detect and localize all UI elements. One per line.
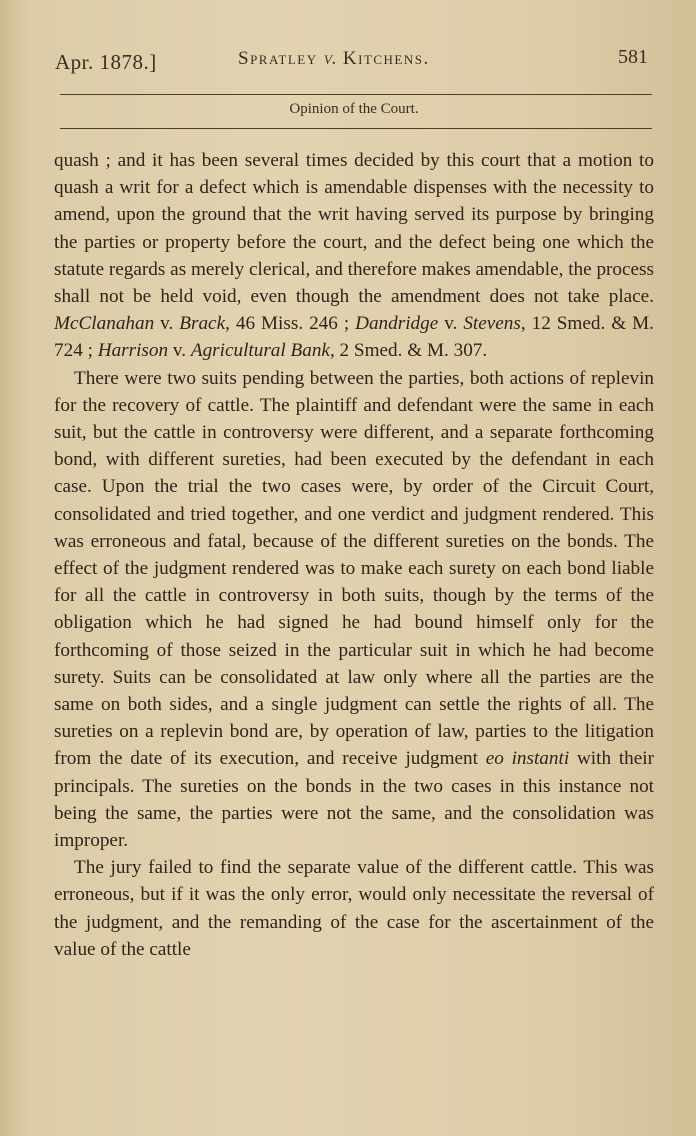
case-citation-reporter: , 2 Smed. & M. 307. — [329, 340, 488, 362]
case-citation-reporter: , 12 Smed. & M. 724 ; — [54, 313, 654, 362]
paragraph-2-end: with their principals. The sureties on the bonds in the two cases in this instance not being the same, the parties were not the same, and the consolidation was improper. — [54, 748, 654, 852]
case-citation-reporter: , 46 Miss. 246 ; — [225, 313, 356, 335]
case-title — [238, 48, 430, 70]
case-citation-name: Agricultural Bank — [190, 340, 330, 362]
latin-phrase: eo instanti — [485, 748, 570, 770]
case-title-versus: v. — [323, 48, 337, 69]
paragraph-1-text: quash ; and it has been several times decided by this court that a motion to quash a writ for a defect which is amendable dispenses with the necessity to amend, upon the ground that the writ having served its purpose by bringing the parties or property before the court, and the defect being one which the statute regards as merely clerical, and therefore makes amendable, the process shall not be held void, even though the amendment does not take place. — [54, 150, 654, 308]
case-citation-v: v. — [154, 313, 180, 335]
case-citation-v: v. — [168, 340, 191, 362]
paragraph-2-text: There were two suits pending between the parties, both actions of replevin for the recovery of cattle. The plaintiff and defendant were the same in each suit, but the cattle in controversy were different, and a separate forthcoming bond, with different sureties, had been executed by the defendant in each case. Upon the trial the two cases were, by order of the Circuit Court, consolidated and tried together, and one verdict and judgment rendered. This was erroneous and fatal, because of the different sureties on the bonds. The effect of the judgment rendered was to make each surety on each bond liable for all the cattle in controversy in both suits, though by the terms of the obligation which he had signed he had bound himself only for the forthcoming of those seized in the particular suit in which he had become surety. Suits can be consolidated at law only where all the parties are the same on both sides, and a single judgment can settle the rights of all. The sureties on a replevin bond are, by operation of law, parties to the litigation from the date of its execution, and receive judgment — [54, 367, 654, 770]
header-rule-bottom — [60, 128, 652, 129]
paragraph-2 — [54, 365, 654, 855]
page-number: 581 — [618, 46, 648, 68]
header-date: Apr. 1878.] — [55, 50, 157, 74]
case-citation-name: McClanahan — [54, 313, 155, 335]
section-heading: Opinion of the Court. — [289, 101, 419, 117]
case-title-party2: Kitchens. — [342, 48, 430, 69]
header-rule-top — [60, 94, 652, 95]
case-citation-v: v. — [438, 313, 464, 335]
case-title-party1: Spratley — [238, 48, 318, 69]
paragraph-1 — [54, 147, 654, 365]
case-citation-name: Harrison — [97, 340, 169, 362]
case-citation-name: Dandridge — [355, 313, 439, 335]
case-citation-name: Brack — [179, 313, 226, 335]
case-citation-name: Stevens — [463, 313, 521, 335]
opinion-text — [54, 147, 654, 963]
paragraph-3: The jury failed to find the separate value of the different cattle. This was erroneous, but if it was the only error, would only necessitate the reversal of the judgment, and the remanding of the case for the ascertainment of the value of the cattle — [54, 857, 654, 960]
running-head — [0, 0, 696, 80]
